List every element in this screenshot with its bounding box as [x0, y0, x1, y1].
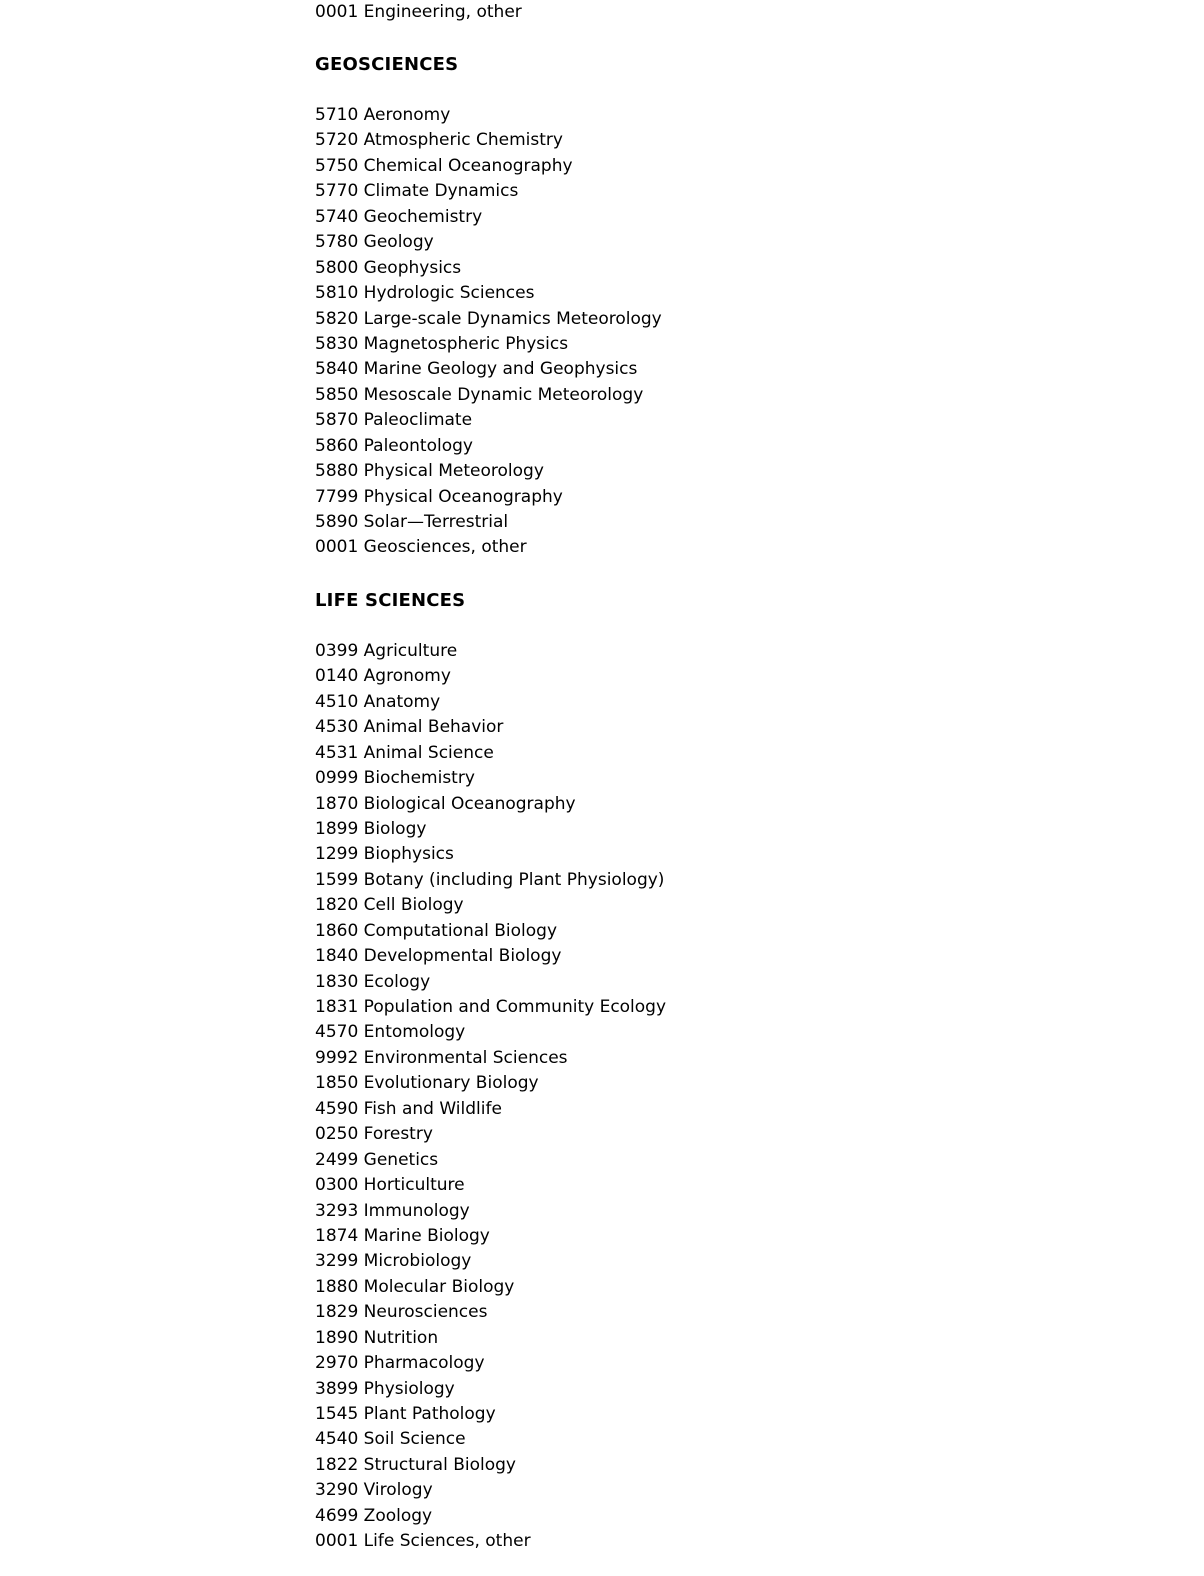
field-code: 4530 [315, 717, 359, 738]
field-code: 0399 [315, 640, 359, 661]
field-code: 5720 [315, 130, 359, 151]
field-code: 1830 [315, 971, 359, 992]
field-code: 0300 [315, 1175, 359, 1196]
field-name: Paleoclimate [363, 410, 473, 431]
field-code: 1831 [315, 997, 359, 1017]
list-item [315, 408, 1175, 433]
list-item [315, 434, 1175, 459]
field-code: 5850 [315, 384, 359, 405]
list-item [315, 230, 1175, 255]
field-code: 5810 [315, 283, 359, 304]
field-name: Agronomy [363, 666, 451, 687]
list-item [315, 459, 1175, 484]
section-heading: LIFE SCIENCES [315, 589, 466, 611]
field-name: Anatomy [363, 691, 441, 712]
field-name: Biophysics [363, 844, 454, 865]
list-item [315, 256, 1175, 281]
field-code: 1899 [315, 818, 359, 839]
field-code: 1850 [315, 1073, 359, 1094]
field-name: Magnetospheric Physics [363, 333, 569, 354]
list-item [315, 1478, 1175, 1503]
field-name: Nutrition [363, 1327, 439, 1348]
field-code: 0140 [315, 666, 359, 687]
field-code: 5840 [315, 359, 359, 380]
field-code: 1860 [315, 920, 359, 941]
field-code: 1874 [315, 1225, 359, 1246]
field-code: 0001 [315, 1531, 359, 1552]
field-name: Large-scale Dynamics Meteorology [363, 308, 662, 329]
list-item [315, 842, 1175, 867]
field-name: Computational Biology [363, 920, 558, 941]
field-name: Forestry [363, 1124, 433, 1145]
section-life-sciences [315, 588, 1175, 1555]
field-name: Geosciences, other [363, 537, 527, 558]
list-item [315, 893, 1175, 918]
field-code: 3290 [315, 1480, 359, 1501]
field-code: 5820 [315, 308, 359, 329]
list-item [315, 103, 1175, 128]
list-item [315, 995, 1175, 1020]
list-item [315, 1351, 1175, 1376]
list-item [315, 383, 1175, 408]
field-code: 1880 [315, 1276, 359, 1297]
list-item [315, 307, 1175, 332]
field-code-list [315, 0, 1175, 1555]
field-name: Agriculture [363, 640, 458, 661]
field-name: Genetics [363, 1149, 439, 1170]
field-name: Developmental Biology [363, 946, 562, 967]
field-name: Ecology [363, 971, 431, 992]
field-name: Aeronomy [363, 105, 451, 125]
field-name: Paleontology [363, 435, 473, 456]
field-code: 3899 [315, 1378, 359, 1399]
field-code: 1890 [315, 1327, 359, 1348]
field-code: 9992 [315, 1047, 359, 1068]
list-item [315, 741, 1175, 766]
list-item [315, 1504, 1175, 1529]
field-name: Hydrologic Sciences [363, 283, 535, 304]
list-item [315, 664, 1175, 689]
field-name: Environmental Sciences [363, 1047, 568, 1068]
field-code: 0250 [315, 1124, 359, 1145]
list-item [315, 332, 1175, 357]
field-name: Entomology [363, 1022, 466, 1043]
field-name: Fish and Wildlife [363, 1098, 502, 1119]
list-item [315, 1020, 1175, 1045]
field-code: 5890 [315, 512, 359, 532]
list-item [315, 1046, 1175, 1071]
field-code: 4699 [315, 1505, 359, 1526]
field-name: Geophysics [363, 257, 462, 278]
field-name: Geology [363, 232, 434, 253]
list-item [315, 690, 1175, 715]
field-name: Plant Pathology [363, 1404, 496, 1424]
list-item [315, 1300, 1175, 1325]
field-code: 0001 [315, 2, 359, 22]
field-name: Chemical Oceanography [363, 155, 573, 176]
field-code: 0001 [315, 537, 359, 558]
list-item [315, 535, 1175, 560]
list-item [315, 128, 1175, 153]
field-name: Virology [363, 1480, 433, 1501]
list-item [315, 1275, 1175, 1300]
field-name: Solar—Terrestrial [363, 512, 509, 532]
field-code: 2499 [315, 1149, 359, 1170]
field-code: 1599 [315, 869, 359, 890]
field-code: 5750 [315, 155, 359, 176]
field-name: Climate Dynamics [363, 181, 519, 202]
field-code: 1870 [315, 793, 359, 814]
list-item [315, 0, 1175, 25]
list-item [315, 1173, 1175, 1198]
list-item [315, 715, 1175, 740]
list-item [315, 792, 1175, 817]
list-item [315, 485, 1175, 510]
list-item [315, 510, 1175, 535]
list-item [315, 1199, 1175, 1224]
field-name: Zoology [363, 1505, 433, 1526]
field-code: 4531 [315, 742, 359, 763]
field-code: 5710 [315, 105, 359, 125]
field-code: 0999 [315, 768, 359, 789]
field-name: Structural Biology [363, 1454, 516, 1475]
field-name: Horticulture [363, 1175, 465, 1196]
field-name: Biological Oceanography [363, 793, 576, 814]
field-code: 4590 [315, 1098, 359, 1119]
list-item [315, 281, 1175, 306]
list-item [315, 1377, 1175, 1402]
field-code: 5880 [315, 461, 359, 482]
field-code: 1545 [315, 1404, 359, 1424]
field-name: Evolutionary Biology [363, 1073, 539, 1094]
field-code: 4510 [315, 691, 359, 712]
field-name: Botany (including Plant Physiology) [363, 869, 665, 890]
field-name: Immunology [363, 1200, 470, 1221]
field-name: Pharmacology [363, 1353, 485, 1374]
field-code: 5830 [315, 333, 359, 354]
field-code: 5740 [315, 206, 359, 227]
field-code: 4570 [315, 1022, 359, 1043]
field-name: Animal Science [363, 742, 494, 763]
field-code: 2970 [315, 1353, 359, 1374]
field-name: Physiology [363, 1378, 455, 1399]
field-code: 5800 [315, 257, 359, 278]
field-name: Cell Biology [363, 895, 464, 916]
section-geosciences [315, 52, 1175, 561]
field-code: 1820 [315, 895, 359, 916]
field-name: Marine Geology and Geophysics [363, 359, 638, 380]
field-code: 4540 [315, 1429, 359, 1450]
field-code: 1299 [315, 844, 359, 865]
list-item [315, 1427, 1175, 1452]
list-item [315, 154, 1175, 179]
list-item [315, 1402, 1175, 1427]
list-item [315, 1453, 1175, 1478]
field-code: 5770 [315, 181, 359, 202]
section-heading: GEOSCIENCES [315, 54, 459, 75]
field-name: Microbiology [363, 1251, 472, 1272]
field-code: 5870 [315, 410, 359, 431]
list-item [315, 1097, 1175, 1122]
field-name: Biology [363, 818, 427, 839]
list-item [315, 1326, 1175, 1351]
list-item [315, 817, 1175, 842]
field-name: Biochemistry [363, 768, 475, 789]
list-item [315, 639, 1175, 664]
field-name: Life Sciences, other [363, 1531, 531, 1552]
field-code: 5780 [315, 232, 359, 253]
section-list [315, 103, 1175, 561]
field-name: Geochemistry [363, 206, 483, 227]
list-item [315, 919, 1175, 944]
field-name: Atmospheric Chemistry [363, 130, 563, 151]
list-item [315, 944, 1175, 969]
field-code: 3299 [315, 1251, 359, 1272]
list-item [315, 1224, 1175, 1249]
field-name: Physical Oceanography [363, 486, 563, 507]
list-item [315, 766, 1175, 791]
section-list [315, 639, 1175, 1555]
field-name: Neurosciences [363, 1302, 488, 1323]
list-item [315, 1529, 1175, 1554]
list-item [315, 1122, 1175, 1147]
list-item [315, 1148, 1175, 1173]
list-item [315, 179, 1175, 204]
field-name: Soil Science [363, 1429, 466, 1450]
list-item [315, 970, 1175, 995]
field-code: 1822 [315, 1454, 359, 1475]
field-code: 1829 [315, 1302, 359, 1323]
list-item [315, 357, 1175, 382]
list-item [315, 205, 1175, 230]
field-code: 1840 [315, 946, 359, 967]
field-name: Marine Biology [363, 1225, 490, 1246]
list-item [315, 1249, 1175, 1274]
field-code: 7799 [315, 486, 359, 507]
field-name: Mesoscale Dynamic Meteorology [363, 384, 644, 405]
field-name: Population and Community Ecology [363, 997, 667, 1017]
list-item [315, 1071, 1175, 1096]
field-code: 5860 [315, 435, 359, 456]
field-name: Animal Behavior [363, 717, 504, 738]
field-name: Molecular Biology [363, 1276, 515, 1297]
list-item [315, 868, 1175, 893]
field-name: Physical Meteorology [363, 461, 544, 482]
field-code: 3293 [315, 1200, 359, 1221]
field-name: Engineering, other [363, 2, 522, 22]
